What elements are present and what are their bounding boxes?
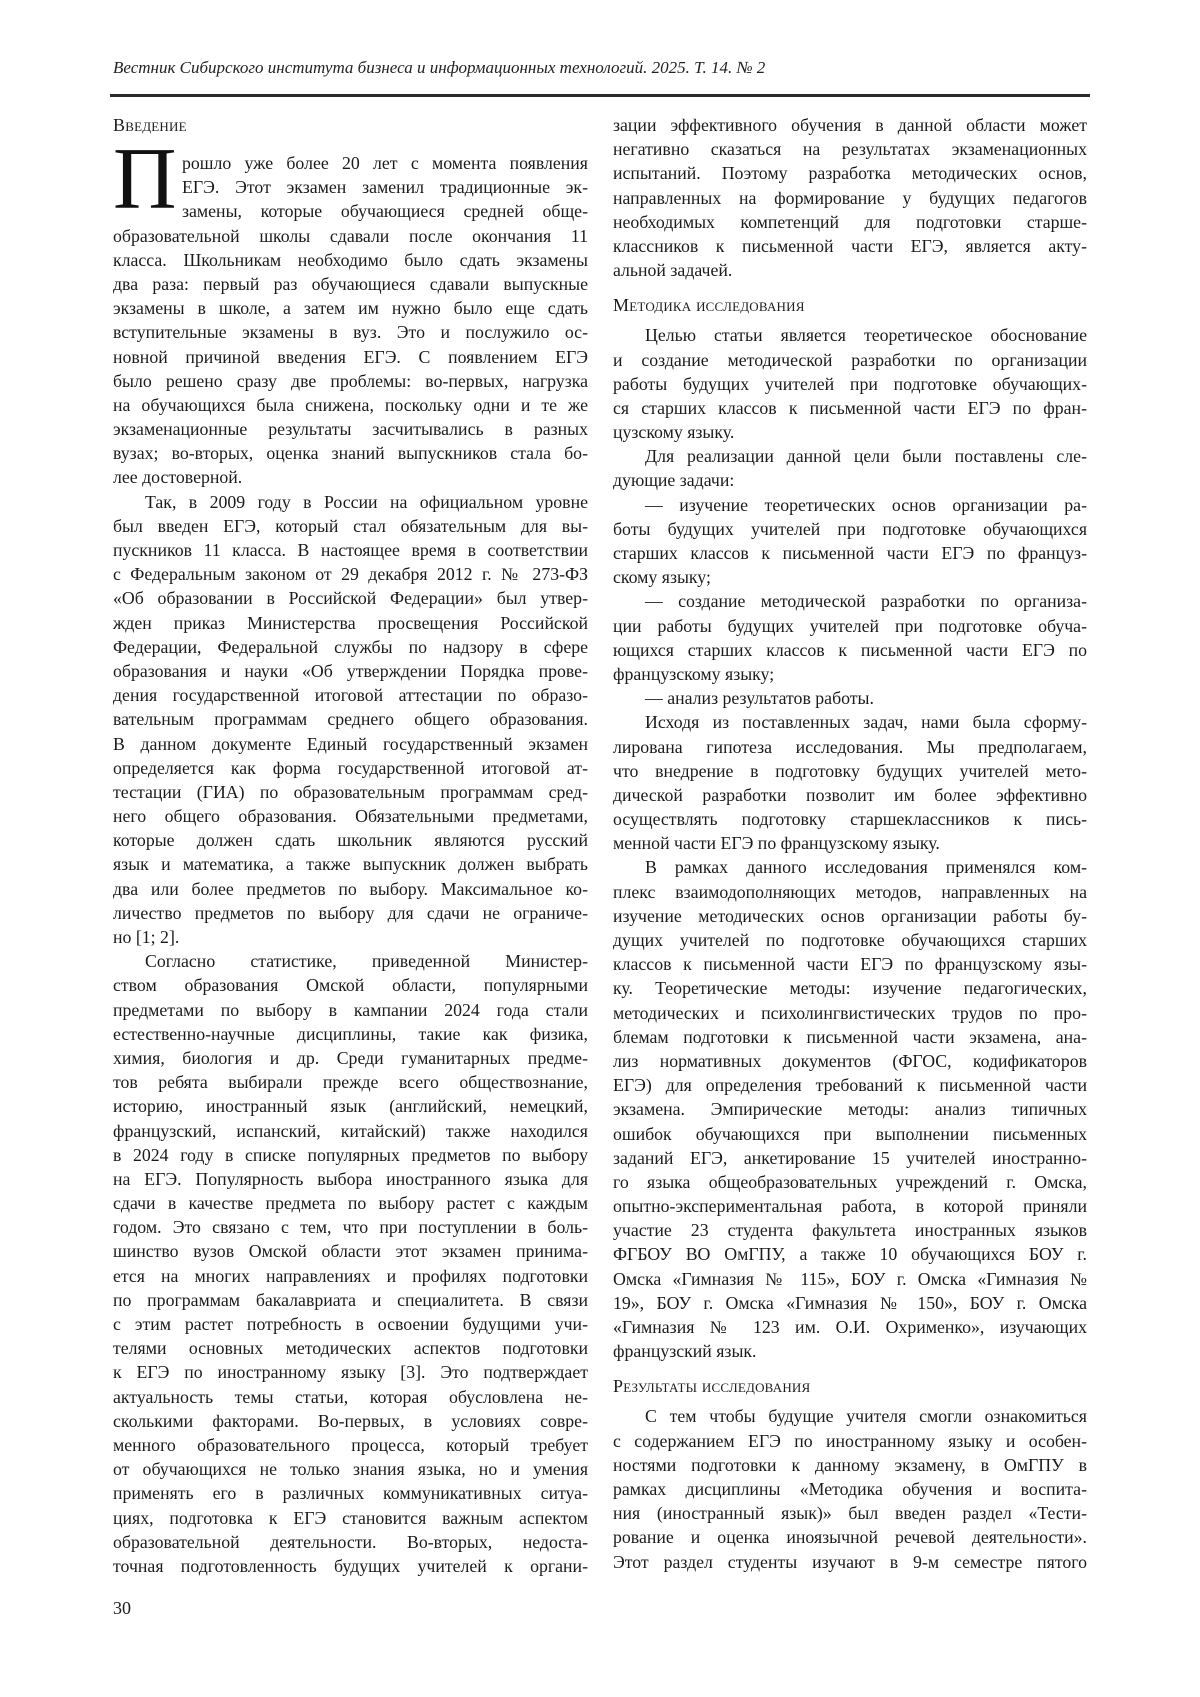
text-line: методических и психолингвистических трудов по про- [613,1001,1087,1025]
text-line: два раза: первый раз обучающиеся сдавали выпускные [113,272,588,296]
text-line: химия, биология и др. Среди гуманитарных предме- [113,1046,588,1070]
text-line: определяется как форма государственной итоговой ат- [113,756,588,780]
text-line: скому языку; [613,565,1087,589]
text-line: новной причиной введения ЕГЭ. С появлением ЕГЭ [113,345,588,369]
text-line: ется на многих направлениях и профилях подготовки [113,1264,588,1288]
section-heading: Результаты исследования [613,1374,1087,1398]
text-line: французскому языку; [613,662,1087,686]
text-line: лирована гипотеза исследования. Мы предполагаем, [613,735,1087,759]
text-line: ностями подготовки к данному экзамену, в ОмГПУ в [613,1453,1087,1477]
paragraph [613,855,1087,1363]
paragraph [113,949,588,1578]
text-line: но [1; 2]. [113,925,588,949]
paragraph [613,323,1087,444]
header-rule [110,94,1090,97]
text-line: актуальность темы статьи, которая обусловлена не- [113,1385,588,1409]
text-line: участие 23 студента факультета иностранных языков [613,1218,1087,1242]
text-line: лее достоверной. [113,465,588,489]
text-line: рование и оценка иноязычной речевой деятельности». [613,1525,1087,1549]
text-line: ции работы будущих учителей при подготовке обуча- [613,614,1087,638]
text-line: вательным программам среднего общего образования. [113,707,588,731]
text-line: классников к письменной части ЕГЭ, является акту- [613,234,1087,258]
text-line: телями основных методических аспектов подготовки [113,1336,588,1360]
text-line: ошибок обучающихся при выполнении письменных [613,1122,1087,1146]
text-line: боты будущих учителей при подготовке обучающихся [613,517,1087,541]
text-line: с содержанием ЕГЭ по иностранному языку и особен- [613,1429,1087,1453]
text-line: замены, которые обучающиеся средней обще- [182,199,588,223]
text-line: что внедрение в подготовку будущих учителей мето- [613,759,1087,783]
drop-cap-letter: П [113,145,177,215]
text-line: Согласно статистике, приведенной Министер- [113,949,588,973]
text-line: и создание методической разработки по организации [613,348,1087,372]
text-line: сдачи в качестве предмета по выбору растет с каждым [113,1191,588,1215]
text-line: дущих учителей по подготовке обучающихся старших [613,928,1087,952]
text-line: менного образовательного процесса, который требует [113,1433,588,1457]
text-line: изучение методических основ организации работы бу- [613,904,1087,928]
text-line: осуществлять подготовку старшеклассников к пись- [613,807,1087,831]
text-line: плекс взаимодополняющих методов, направленных на [613,880,1087,904]
journal-running-head: Вестник Сибирского института бизнеса и информационных технологий. 2025. Т. 14. № 2 [113,56,765,80]
text-line: него общего образования. Обязательными предметами, [113,804,588,828]
text-line: — изучение теоретических основ организации ра- [613,493,1087,517]
text-line: С тем чтобы будущие учителя смогли ознакомиться [613,1404,1087,1428]
text-line: Целью статьи является теоретическое обоснование [613,323,1087,347]
text-line: дения государственной итоговой аттестации по образо- [113,683,588,707]
text-line: Исходя из поставленных задач, нами была сформу- [613,710,1087,734]
text-line: вступительные экзамены в вуз. Это и послужило ос- [113,320,588,344]
text-line: предметами по выбору в кампании 2024 года стали [113,998,588,1022]
text-line: рошло уже более 20 лет с момента появления [182,151,588,175]
text-line: два или более предметов по выбору. Максимальное ко- [113,877,588,901]
paragraph [613,444,1087,492]
text-line: вузах; во-вторых, оценка знаний выпускников стала бо- [113,441,588,465]
text-line: французский, испанский, китайский) также находился [113,1119,588,1143]
text-line: личество предметов по выбору для сдачи не ограниче- [113,901,588,925]
text-line: менной части ЕГЭ по французскому языку. [613,831,1087,855]
paragraph [113,151,588,490]
text-line: от обучающихся не только знания языка, но и умения [113,1457,588,1481]
text-line: альной задачей. [613,258,1087,282]
text-line: В рамках данного исследования применялся ком- [613,855,1087,879]
text-line: Федерации, Федеральной службы по надзору в сфере [113,635,588,659]
text-line: «Гимназия № 123 им. О.И. Охрименко», изучающих [613,1315,1087,1339]
text-line: дической разработки позволит им более эффективно [613,783,1087,807]
text-line: с этим растет потребность в освоении будущими учи- [113,1312,588,1336]
text-line: экзамена. Эмпирические методы: анализ типичных [613,1097,1087,1121]
text-line: блемам подготовки к письменной части экзамена, ана- [613,1025,1087,1049]
text-line: с Федеральным законом от 29 декабря 2012 г. № 273-ФЗ [113,562,588,586]
text-line: работы будущих учителей при подготовке обучающих- [613,372,1087,396]
text-line: французский язык. [613,1339,1087,1363]
text-line: сколькими факторами. Во-первых, в условиях совре- [113,1409,588,1433]
text-line: на обучающихся была снижена, поскольку одни и те же [113,393,588,417]
text-line: класса. Школьникам необходимо было сдать экзамены [113,248,588,272]
text-line: ЕГЭ. Этот экзамен заменил традиционные эк- [182,175,588,199]
text-line: ЕГЭ) для определения требований к письменной части [613,1073,1087,1097]
text-line: необходимых компетенций для подготовки старше- [613,210,1087,234]
text-line: Этот раздел студенты изучают в 9-м семестре пятого [613,1550,1087,1574]
paragraph [613,493,1087,590]
text-line: рамках дисциплины «Методика обучения и воспита- [613,1477,1087,1501]
text-line: 19», БОУ г. Омска «Гимназия № 150», БОУ г. Омска [613,1291,1087,1315]
text-line: го языка общеобразовательных учреждений г. Омска, [613,1170,1087,1194]
paragraph [613,589,1087,686]
text-line: опытно-экспериментальная работа, в которой приняли [613,1194,1087,1218]
text-line: ку. Теоретические методы: изучение педагогических, [613,976,1087,1000]
text-line: негативно сказаться на результатах экзаменационных [613,137,1087,161]
text-line: классов к письменной части ЕГЭ по французскому язы- [613,952,1087,976]
text-line: образовательной деятельности. Во-вторых, недоста- [113,1530,588,1554]
text-line: — создание методической разработки по организа- [613,589,1087,613]
text-line: лиз нормативных документов (ФГОС, кодификаторов [613,1049,1087,1073]
text-line: которые должен сдать школьник являются русский [113,828,588,852]
paragraph [613,113,1087,282]
text-line: ФГБОУ ВО ОмГПУ, а также 10 обучающихся БОУ г. [613,1242,1087,1266]
text-line: ся старших классов к письменной части ЕГЭ по фран- [613,396,1087,420]
text-line: образовательной школы сдавали после окончания 11 [113,224,588,248]
text-line: естественно-научные дисциплины, такие как физика, [113,1022,588,1046]
text-line: по программам бакалавриата и специалитета. В связи [113,1288,588,1312]
text-line: тов ребята выбирали прежде всего обществознание, [113,1070,588,1094]
text-line: в 2024 году в списке популярных предметов по выбору [113,1143,588,1167]
section-heading: Введение [113,113,588,137]
text-line: зации эффективного обучения в данной области может [613,113,1087,137]
text-line: старших классов к письменной части ЕГЭ по француз- [613,541,1087,565]
text-line: на ЕГЭ. Популярность выбора иностранного языка для [113,1167,588,1191]
text-line: Омска «Гимназия № 115», БОУ г. Омска «Гимназия № [613,1267,1087,1291]
text-line: тестации (ГИА) по образовательным программам сред- [113,780,588,804]
paragraph [613,1404,1087,1573]
text-line: пускников 11 класса. В настоящее время в соответствии [113,538,588,562]
left-column [113,113,588,1578]
text-line: ством образования Омской области, популярными [113,973,588,997]
text-line: жден приказ Министерства просвещения Российской [113,611,588,635]
text-line: был введен ЕГЭ, который стал обязательным для вы- [113,514,588,538]
paragraph [613,710,1087,855]
text-line: В данном документе Единый государственный экзамен [113,732,588,756]
text-line: циях, подготовка к ЕГЭ становится важным аспектом [113,1506,588,1530]
text-line: Так, в 2009 году в России на официальном уровне [113,490,588,514]
text-line: историю, иностранный язык (английский, немецкий, [113,1094,588,1118]
text-line: шинство вузов Омской области этот экзамен принима- [113,1239,588,1263]
text-line: точная подготовленность будущих учителей к органи- [113,1554,588,1578]
text-line: было решено сразу две проблемы: во-первых, нагрузка [113,369,588,393]
right-column [613,113,1087,1574]
text-line: к ЕГЭ по иностранному языку [3]. Это подтверждает [113,1360,588,1384]
text-line: заданий ЕГЭ, анкетирование 15 учителей иностранно- [613,1146,1087,1170]
text-line: экзамены в школе, а затем им нужно было еще сдать [113,296,588,320]
text-line: образования и науки «Об утверждении Порядка прове- [113,659,588,683]
text-line: цузскому языку. [613,420,1087,444]
text-line: направленных на формирование у будущих педагогов [613,186,1087,210]
paragraph [613,686,1087,710]
page-number: 30 [113,1596,131,1620]
text-line: применять его в различных коммуникативных ситуа- [113,1481,588,1505]
text-line: ющихся старших классов к письменной части ЕГЭ по [613,638,1087,662]
text-line: экзаменационные результаты засчитывались в разных [113,417,588,441]
section-heading: Методика исследования [613,293,1087,317]
text-line: ния (иностранный язык)» был введен раздел «Тести- [613,1501,1087,1525]
text-line: — анализ результатов работы. [613,686,1087,710]
text-line: испытаний. Поэтому разработка методических основ, [613,161,1087,185]
text-line: годом. Это связано с тем, что при поступлении в боль- [113,1215,588,1239]
text-line: Для реализации данной цели были поставлены сле- [613,444,1087,468]
text-line: язык и математика, а также выпускник должен выбрать [113,852,588,876]
paragraph [113,490,588,950]
text-line: «Об образовании в Российской Федерации» был утвер- [113,586,588,610]
text-line: дующие задачи: [613,468,1087,492]
